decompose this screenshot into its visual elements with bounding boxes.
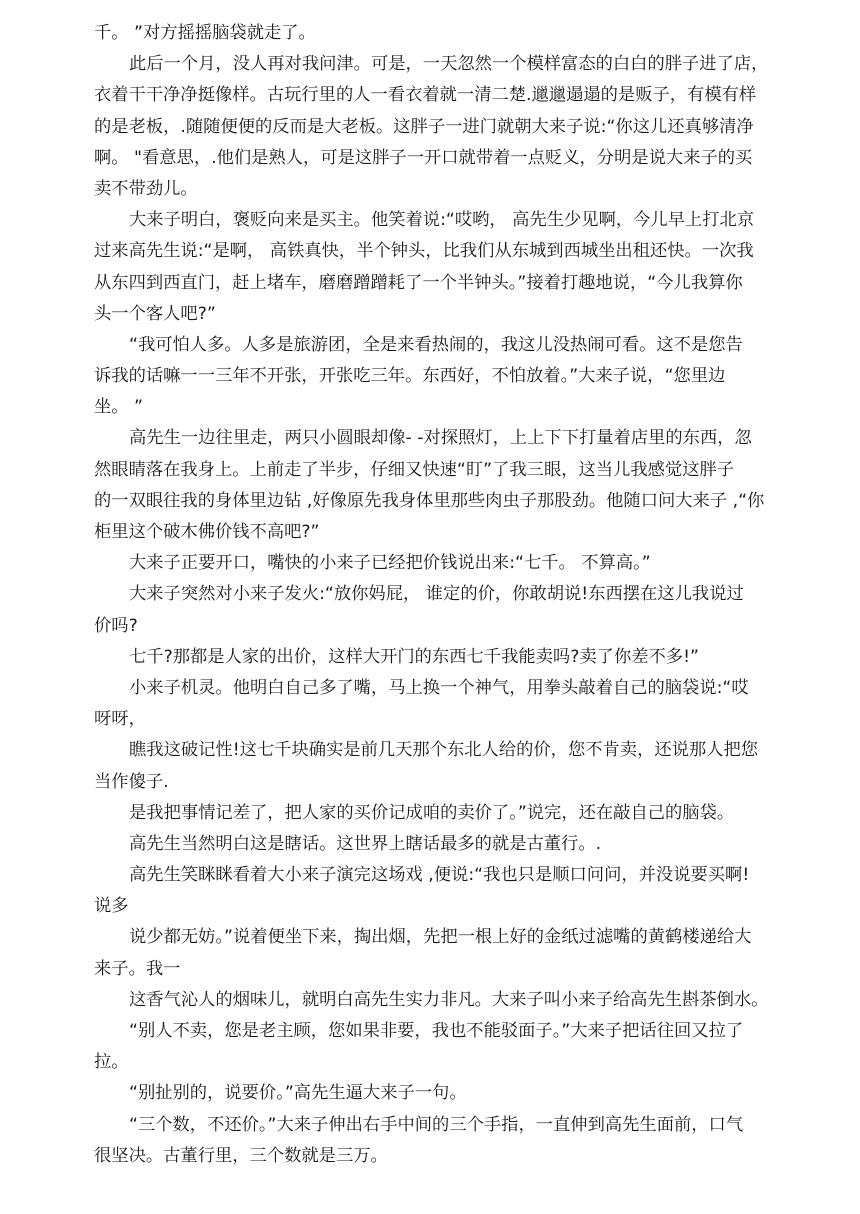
text-line: 啊。 "看意思，.他们是熟人，可是这胖子一开口就带着一点贬义，分明是说大来子的买 [94, 147, 753, 168]
text-line: 呀呀， [94, 709, 146, 730]
text-line: 说多 [94, 896, 129, 917]
text-line: 这香气沁人的烟味儿，就明白高先生实力非凡。大来子叫小来子给高先生斟茶倒水。 [129, 989, 768, 1010]
text-line: 卖不带劲儿。 [94, 178, 198, 199]
text-line: 当作傻子. [94, 771, 169, 792]
text-line: “三个数，不还价。”大来子伸出右手中间的三个手指，一直伸到高先生面前，口气 [129, 1114, 744, 1135]
text-line: 大来子正要开口，嘴快的小来子已经把价钱说出来:“七千。 不算高。” [129, 553, 651, 574]
text-line: 大来子明白，褒贬向来是买主。他笑着说:“哎哟， 高先生少见啊，今儿早上打北京 [129, 210, 755, 231]
text-line: 高先生笑眯眯看着大小来子演完这场戏 ,便说:“我也只是顺口问问，并没说要买啊! [129, 865, 750, 886]
text-line: 头一个客人吧?” [94, 303, 216, 324]
text-line: “别扯别的，说要价。”高先生逼大来子一句。 [129, 1083, 467, 1104]
text-line: 衣着干干净净挺像样。古玩行里的人一看衣着就一清二楚.邋邋遢遢的是贩子，有模有样 [94, 85, 757, 106]
text-line: 瞧我这破记性!这七千块确实是前几天那个东北人给的价，您不肯卖，还说那人把您 [129, 740, 759, 761]
text-line: “别人不卖，您是老主顾，您如果非要，我也不能驳面子。”大来子把话往回又拉了 [129, 1021, 744, 1041]
text-line: 柜里这个破木佛价钱不高吧?” [94, 522, 320, 542]
text-line: 七千?那都是人家的出价，这样大开门的东西七千我能卖吗?卖了你差不多!” [129, 646, 699, 667]
text-line: 来子。我一 [94, 958, 181, 979]
text-line: 此后一个月，没人再对我问津。可是，一天忽然一个模样富态的白白的胖子进了店， [129, 54, 768, 75]
text-line: 过来高先生说:“是啊， 高铁真快，半个钟头，比我们从东城到西城坐出租还快。一次我 [94, 241, 754, 262]
text-line: 拉。 [94, 1052, 129, 1073]
text-line: 的一双眼往我的身体里边钻 ,好像原先我身体里那些肉虫子那股劲。他随口问大来子 ,“你 [94, 490, 765, 511]
text-line: 高先生当然明白这是瞎话。这世界上瞎话最多的就是古董行。. [129, 833, 602, 854]
document-body [94, 18, 768, 1172]
text-line: 大来子突然对小来子发火:“放你妈屁， 谁定的价，你敢胡说!东西摆在这儿我说过 [129, 584, 744, 605]
text-line: 是我把事情记差了，把人家的买价记成咱的卖价了。”说完，还在敲自己的脑袋。 [129, 802, 735, 823]
text-line: 很坚决。古董行里，三个数就是三万。 [94, 1145, 388, 1166]
text-line: 价吗? [94, 615, 138, 636]
text-line: 的是老板，.随随便便的反而是大老板。这胖子一进门就朝大来子说:“你这儿还真够清净 [94, 116, 754, 137]
text-line: 诉我的话嘛一一三年不开张，开张吃三年。东西好，不怕放着。”大来子说，“您里边 [94, 366, 726, 387]
text-line: 千。 ”对方摇摇脑袋就走了。 [94, 23, 316, 43]
text-line: 然眼睛落在我身上。上前走了半步，仔细又快速“盯”了我三眼，这当儿我感觉这胖子 [94, 459, 735, 480]
text-line: 小来子机灵。他明白自己多了嘴，马上换一个神气，用拳头敲着自己的脑袋说:“哎 [129, 677, 749, 698]
text-line: 从东四到西直门，赶上堵车，磨磨蹭蹭耗了一个半钟头。”接着打趣地说，“今儿我算你 [94, 272, 743, 293]
text-line: 说少都无妨。”说着便坐下来，掏出烟，先把一根上好的金纸过滤嘴的黄鹤楼递给大 [129, 927, 752, 948]
text-line: 高先生一边往里走，两只小圆眼却像- -对探照灯，上上下下打量着店里的东西，忽 [129, 428, 752, 449]
text-line: “我可怕人多。人多是旅游团，全是来看热闹的，我这儿没热闹可看。这不是您告 [129, 334, 743, 355]
text-line: 坐。 ” [94, 397, 144, 418]
